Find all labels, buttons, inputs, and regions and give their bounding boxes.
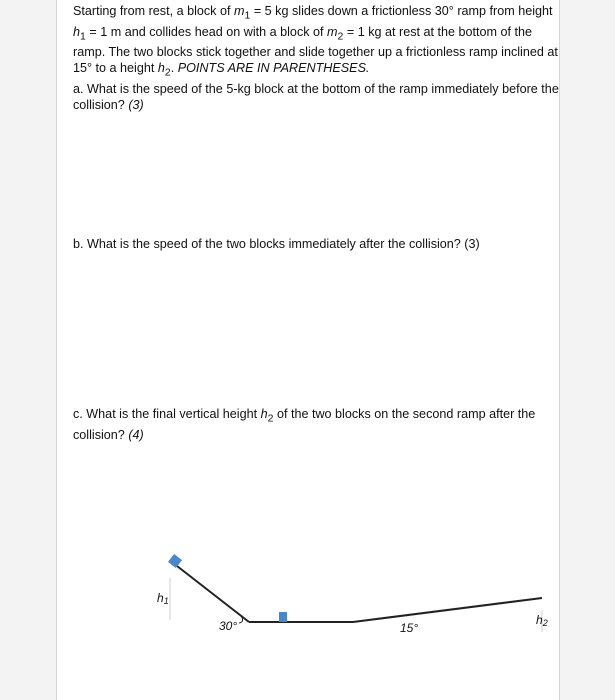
intro-text-3: = 1 m and collides head on with a block of <box>85 24 328 39</box>
h1-label: h1 <box>157 591 169 606</box>
points-note: POINTS ARE IN PARENTHESES. <box>177 61 370 76</box>
qc-h2-subscript: 2 <box>267 412 274 425</box>
question-b-text: b. What is the speed of the two blocks immediately after the collision? (3) <box>73 237 480 251</box>
m2-subscript: 2 <box>337 30 344 43</box>
document-page <box>56 0 560 700</box>
qc-h2-variable: h <box>260 407 268 421</box>
problem-intro <box>73 3 559 113</box>
m2-variable: m <box>327 24 338 39</box>
m1-variable: m <box>233 4 245 18</box>
h1-variable: h <box>73 24 81 39</box>
question-c-points: (4) <box>128 427 144 442</box>
ramp-figure <box>157 550 615 650</box>
angle-1-arc <box>239 616 243 623</box>
intro-text-2: = 5 kg slides down a frictionless 30° ramp from height <box>250 4 553 18</box>
angle-1-label: 30° <box>219 619 238 633</box>
block-m2 <box>279 612 287 622</box>
question-a-text: a. What is the speed of the 5-kg block at the bottom of the ramp immediately before the collision? <box>73 81 559 112</box>
ramp-1-line <box>177 566 249 622</box>
question-c-text-1: c. What is the final vertical height <box>73 407 261 421</box>
block-m1 <box>168 554 182 568</box>
h2-label: h2 <box>536 613 548 628</box>
angle-2-label: 15° <box>400 621 419 635</box>
m1-subscript: 1 <box>244 9 251 22</box>
intro-text-1: Starting from rest, a block of <box>73 4 234 18</box>
h1-subscript: 1 <box>80 30 86 43</box>
question-b <box>73 236 559 252</box>
question-c-text-2: of the two blocks on the second ramp after the collision? <box>73 407 536 442</box>
question-c <box>73 406 559 443</box>
intro-text-5: . <box>170 61 178 76</box>
question-a-points: (3) <box>128 97 144 112</box>
h2-variable: h <box>157 61 165 76</box>
intro-text-4: = 1 kg at rest at the bottom of the ramp. The two blocks stick together and slide together up a frictionless ramp inclined at 15° to a height <box>73 24 558 76</box>
ramp-2-line <box>353 598 542 622</box>
h2-subscript: 2 <box>164 66 171 79</box>
